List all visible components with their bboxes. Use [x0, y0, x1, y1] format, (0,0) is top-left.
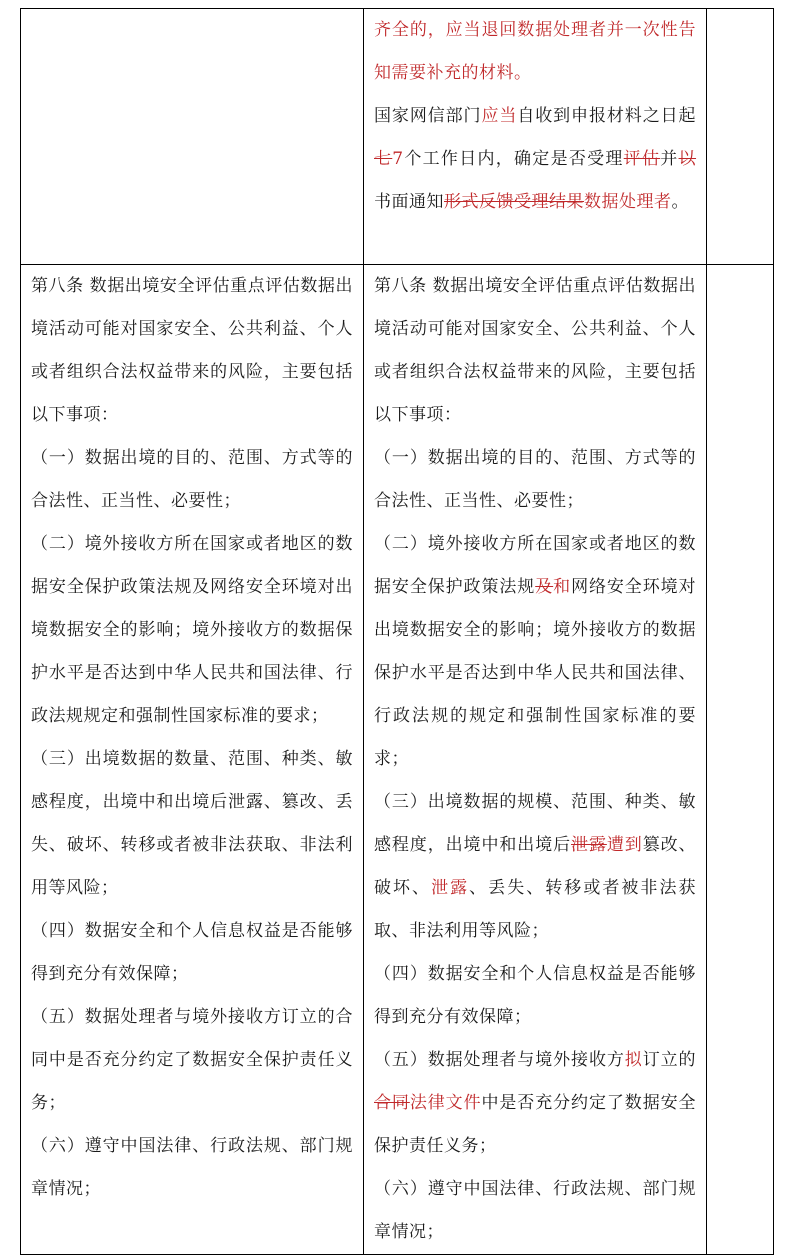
clause-text: （一）数据出境的目的、范围、方式等的合法性、正当性、必要性；	[31, 448, 353, 511]
inserted-text: 齐全的，应当退回数据处理者并一次性告知需要补充的材料。	[374, 20, 696, 83]
clause-paragraph	[31, 437, 353, 523]
deleted-text: 评估	[623, 149, 661, 169]
clause-text: （四）数据安全和个人信息权益是否能够得到充分有效保障；	[374, 964, 696, 1027]
deleted-text: 合同	[374, 1093, 410, 1113]
clause-text: （五）数据处理者与境外接收方	[374, 1050, 625, 1070]
clause-text: （六）遵守中国法律、行政法规、部门规章情况；	[31, 1136, 353, 1199]
inserted-text: 法律文件	[409, 1093, 482, 1113]
inserted-text: 和	[553, 577, 572, 597]
clause-paragraph	[374, 437, 696, 523]
clause-paragraph	[374, 1168, 696, 1254]
clause-text: 、丢失、转移或者被非法获取、非法利用等风险；	[374, 878, 696, 941]
clause-text: （二）境外接收方所在国家或者地区的数据安全保护政策法规及网络安全环境对出境数据安全的影响；境外接收方的数据保护水平是否达到中华人民共和国法律、行政法规规定和强制性国家标准的要求；	[31, 534, 353, 726]
clause-text: （五）数据处理者与境外接收方订立的合同中是否充分约定了数据安全保护责任义务；	[31, 1007, 353, 1113]
comparison-table	[20, 8, 774, 1255]
clause-paragraph	[31, 996, 353, 1125]
deleted-text: 形式反馈受理结果	[444, 192, 584, 212]
notes-cell	[707, 265, 774, 1255]
original-text-cell	[21, 265, 364, 1255]
clause-text: 网络安全环境对出境数据安全的影响；境外接收方的数据保护水平是否达到中华人民共和国法律、行政法规的规定和强制性国家标准的要求；	[374, 577, 697, 769]
clause-paragraph	[374, 95, 696, 224]
revised-text-cell	[364, 265, 707, 1255]
clause-paragraph	[374, 9, 696, 95]
clause-paragraph	[374, 953, 696, 1039]
clause-text: 自收到申报材料之日起	[517, 106, 697, 126]
inserted-text: 应当	[481, 106, 518, 126]
table-row	[21, 265, 774, 1255]
clause-paragraph	[31, 265, 353, 437]
clause-text: （三）出境数据的数量、范围、种类、敏感程度，出境中和出境后泄露、篡改、丢失、破坏、转移或者被非法获取、非法利用等风险；	[31, 749, 353, 898]
clause-paragraph	[31, 910, 353, 996]
inserted-text: 7	[392, 149, 404, 169]
clause-text: 中是否充分约定了数据安全保护责任义务；	[374, 1093, 697, 1156]
clause-text: （六）遵守中国法律、行政法规、部门规章情况；	[374, 1179, 696, 1242]
clause-text: 个工作日内，确定是否受理	[403, 149, 624, 169]
clause-paragraph	[374, 1039, 696, 1168]
clause-text: 国家网信部门	[374, 106, 482, 126]
clause-paragraph	[31, 738, 353, 910]
clause-text: 。	[671, 192, 689, 212]
clause-paragraph	[374, 523, 696, 781]
clause-paragraph	[31, 1125, 353, 1211]
original-text-cell	[21, 9, 364, 265]
revised-text-cell	[364, 9, 707, 265]
clause-text: 订立的	[642, 1050, 697, 1070]
deleted-text: 泄露	[571, 835, 607, 855]
inserted-text: 拟	[624, 1050, 643, 1070]
deleted-text: 七	[374, 149, 393, 169]
inserted-text: 数据处理者	[584, 192, 672, 212]
clause-text: （二）境外接收方所在国家或者地区的数据安全保护政策法规	[374, 534, 696, 597]
inserted-text: 遭到	[606, 835, 643, 855]
clause-paragraph	[374, 265, 696, 437]
clause-text: （四）数据安全和个人信息权益是否能够得到充分有效保障；	[31, 921, 353, 984]
clause-text: 并	[660, 149, 679, 169]
clause-text: 书面通知	[374, 192, 444, 212]
clause-text: （一）数据出境的目的、范围、方式等的合法性、正当性、必要性；	[374, 448, 696, 511]
deleted-text: 及	[535, 577, 554, 597]
clause-paragraph	[31, 523, 353, 738]
deleted-text: 以	[678, 149, 697, 169]
notes-cell	[707, 9, 774, 265]
clause-text: 第八条 数据出境安全评估重点评估数据出境活动可能对国家安全、公共利益、个人或者组织合法权益带来的风险，主要包括以下事项：	[374, 276, 696, 425]
inserted-text: 泄露	[431, 878, 470, 898]
clause-text: （三）出境数据的规模、范围、种类、敏感程度，出境中和出境后	[374, 792, 696, 855]
clause-paragraph	[374, 781, 696, 953]
table-row	[21, 9, 774, 265]
clause-text: 篡改、破坏、	[374, 835, 697, 898]
clause-text: 第八条 数据出境安全评估重点评估数据出境活动可能对国家安全、公共利益、个人或者组织合法权益带来的风险，主要包括以下事项：	[31, 276, 353, 425]
